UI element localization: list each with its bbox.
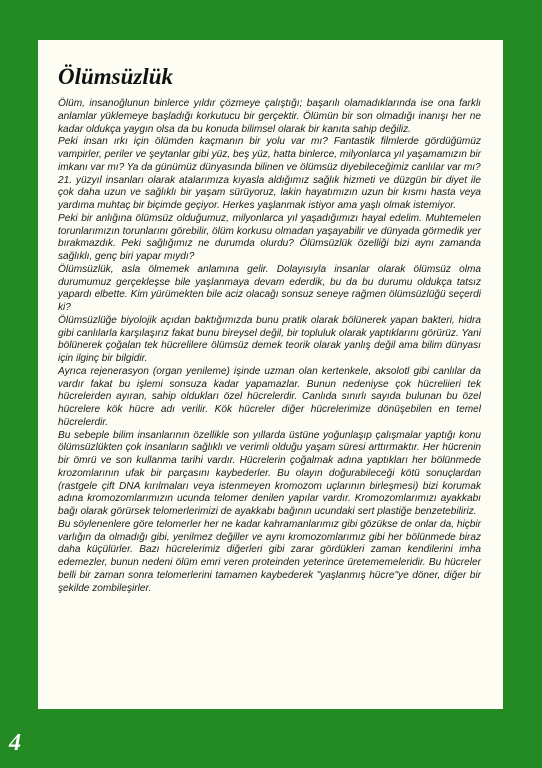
page-panel — [38, 40, 503, 709]
page-title: Ölümsüzlük — [58, 64, 174, 89]
paragraph: Peki insan ırkı için ölümden kaçmanın bir yolu var mı? Fantastik filmlerde gördüğümüz vampirler, periler ve şeytanlar gibi yüz, beş yüz, hatta binlerce, milyonlarca yıl yaşamamızın bir imkanı var mı? Ya da günümüz dünyasında bilinen ve ölümsüz diyebileceğimiz canlılar var mı? — [58, 136, 481, 173]
article-body — [58, 98, 481, 595]
paragraph: Ölümsüzlük, asla ölmemek anlamına gelir. Dolayısıyla insanlar olarak ölümsüz olma durumumuz gerçekleşse bile yaşlanmaya devam ederdik, bu da bu durumu oldukça tatsız yapardı elbette. Kim yürümekten bile aciz olacağı sonsuz seneye rağmen ölümsüzlüğü seçerdi ki? — [58, 263, 481, 313]
paragraph: Peki bir anlığına ölümsüz olduğumuz, milyonlarca yıl yaşadığımızı hayal edelim. Muhtemelen torunlarımızın torunlarını görebilir, ölüm korkusu olmadan yaşayabilir ve dünyada görmedik yer bırakmazdık. Peki sağlığımız ne durumda olurdu? Ölümsüzlük özelliği bizi aynı zamanda sağlıklı, genç biri yapar mıydı? — [58, 212, 481, 262]
paragraph: Ölümsüzlüğe biyolojik açıdan baktığımızda bunu pratik olarak bölünerek yapan bakteri, hidra gibi canlılarla karşılaşırız fakat bunu bireysel değil, bir topluluk olarak yaptıklarını görürüz. Yani bölünerek çoğalan tek hücrelilere ölümsüz demek teorik olarak yanlış değil ama bilim dünyası için ilginç bir bilgidir. — [58, 314, 481, 364]
paragraph: Ayrıca rejenerasyon (organ yenileme) işinde uzman olan kertenkele, aksolotl gibi canlılar da vardır fakat bu işlemi sonsuza kadar yapamazlar. Bunun nedeniyse çok hücreliieri tek hücrelerden ayıran, sahip oldukları özel hücrelerdir. Canlıda sınırlı sayıda bulunan bu özel hücrelere kök hücre adı verilir. Kök hücreler diğer hücrelerimize dönüşebilen en temel hücrelerdir. — [58, 365, 481, 428]
page-number: 4 — [9, 730, 21, 756]
paragraph: 21. yüzyıl insanları olarak atalarımıza kıyasla aldığımız sağlık hizmeti ve düzgün bir diyet ile çok daha uzun ve sağlıklı bir yaşam sürüyoruz, lakin hayatımızın uzun bir kısmı hasta veya yardıma muhtaç bir biçimde geçiyor. Herkes yaşlanmak istiyor ama yaşlı olmak istemiyor. — [58, 174, 481, 211]
paragraph: Ölüm, insanoğlunun binlerce yıldır çözmeye çalıştığı; başarılı olamadıklarında ise ona farklı anlamlar yüklemeye başladığı korkutucu bir gerçektir. Ölümün bir son olmadığı inanışı her ne kadar oldukça yaygın olsa da bu konuda bilimsel olarak bir kanıta sahip değiliz. — [58, 98, 481, 135]
paragraph: Bu söylenenlere göre telomerler her ne kadar kahramanlarımız gibi gözükse de onlar da, hiçbir varlığın da olmadığı gibi, yenilmez değiller ve aynı kromozomlarımız gibi her bölünmede biraz daha küçülürler. Bazı hücrelerimiz diğerleri gibi zarar gördükleri zaman kendilerini imha edemezler, bunun nedeni ölüm emri veren proteinden yeterince üretememeleridir. Bu hücreler belli bir zaman sonra telomerlerini tamamen kaybederek "yaşlanmış hücre"ye döner, diğer bir şekilde zombileşirler. — [58, 518, 481, 594]
paragraph: Bu sebeple bilim insanlarının özellikle son yıllarda üstüne yoğunlaşıp çalışmalar yaptığı konu ölümsüzlükten çok insanların sağlıklı ve verimli olduğu yaşam süresi arttırmaktır. Her hücrenin bir ömrü ve son kullanma tarihi vardır. Hücrelerin çoğalmak adına yaptıkları her bölünmede krozomlarının ufak bir parçasını kaybederler. Bu olayın doğurabileceği kötü sonuçlardan (rastgele çift DNA kırılmaları veya istenmeyen kromozom uçlarının birleşmesi) bizi korumak adına kromozomlarımızın ucunda telomer denilen yapılar vardır. Kromozomlarımızı ayakkabı bağı olarak görürsek telomerlerimizi de ayakkabı bağının ucundaki sert plastiğe benzetebiliriz. — [58, 429, 481, 517]
